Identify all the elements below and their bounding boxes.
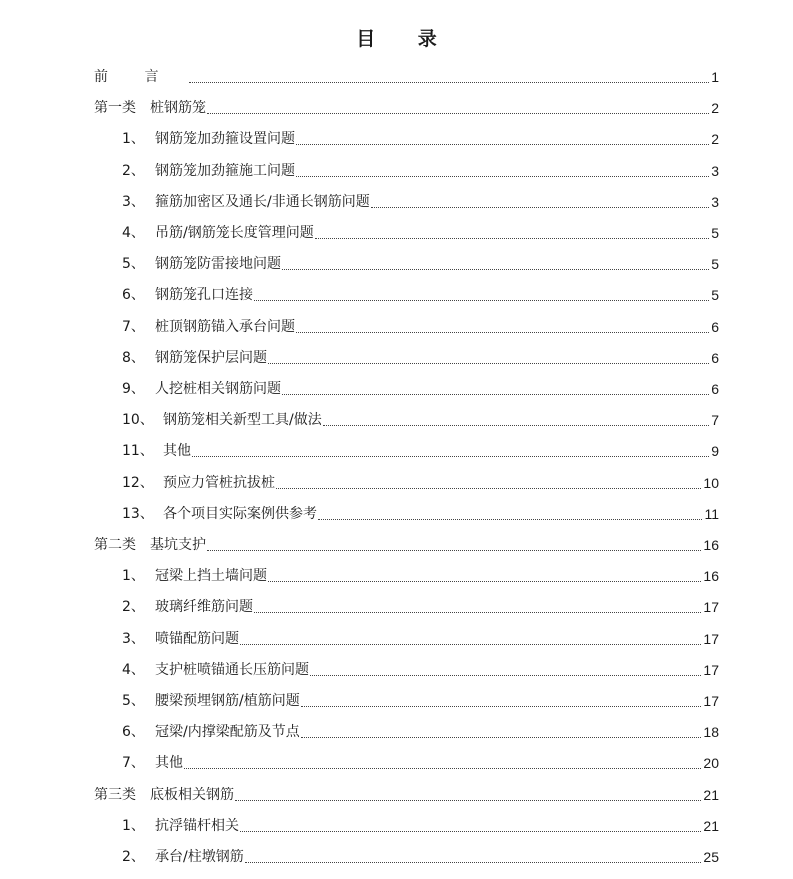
dot-leader — [296, 331, 709, 333]
dot-leader — [276, 487, 701, 489]
toc-item-entry[interactable] — [122, 278, 719, 304]
toc-entry-page-number: 6 — [711, 349, 719, 366]
toc-entry-label: 底板相关钢筋 — [150, 786, 234, 803]
toc-entry-page-number: 1 — [711, 69, 719, 85]
toc-entry-number: 3、 — [122, 193, 145, 210]
toc-entry-label: 钢筋笼相关新型工具/做法 — [163, 412, 322, 429]
toc-entry-page-number: 11 — [704, 505, 719, 522]
dot-leader — [240, 643, 701, 645]
toc-item-entry[interactable] — [122, 372, 719, 398]
dot-leader — [371, 206, 709, 208]
toc-entry-label: 吊筋/钢筋笼长度管理问题 — [155, 225, 314, 241]
toc-item-entry[interactable] — [122, 434, 719, 460]
toc-entry-number: 12、 — [122, 474, 154, 491]
toc-item-entry[interactable] — [122, 840, 719, 866]
toc-section-entry[interactable] — [94, 91, 719, 117]
toc-entry-page-number: 7 — [711, 412, 719, 429]
toc-entry-number: 第三类 — [94, 786, 136, 803]
toc-entry-page-number: 16 — [703, 537, 719, 553]
toc-entry-page-number: 5 — [711, 287, 719, 304]
dot-leader — [282, 393, 709, 395]
toc-entry-label: 人挖桩相关钢筋问题 — [155, 381, 281, 397]
toc-item-entry[interactable] — [122, 497, 719, 523]
toc-item-entry[interactable] — [122, 746, 719, 772]
toc-entry-page-number: 21 — [703, 786, 719, 803]
toc-entry-label: 各个项目实际案例供参考 — [163, 505, 317, 522]
toc-entry-page-number: 10 — [703, 474, 719, 491]
toc-section-entry[interactable] — [94, 528, 719, 554]
toc-item-entry[interactable] — [122, 559, 719, 585]
toc-entry-label: 其他 — [163, 443, 191, 460]
toc-entry-number: 4、 — [122, 225, 145, 241]
dot-leader — [207, 549, 701, 551]
toc-entry-number: 第一类 — [94, 100, 136, 117]
toc-item-entry[interactable] — [122, 466, 719, 492]
toc-entry-page-number: 9 — [711, 443, 719, 460]
toc-entry-label: 钢筋笼加劲箍施工问题 — [155, 162, 295, 179]
toc-entry-number: 2、 — [122, 599, 145, 616]
dot-leader — [207, 112, 709, 114]
toc-entry-label: 钢筋笼加劲箍设置问题 — [155, 131, 295, 148]
toc-entry-number: 1、 — [122, 131, 145, 148]
toc-entry-number: 前 言 — [94, 69, 175, 85]
toc-entry-page-number: 17 — [703, 693, 719, 709]
toc-item-entry[interactable] — [122, 653, 719, 679]
toc-item-entry[interactable] — [122, 715, 719, 741]
toc-entry-number: 10、 — [122, 412, 154, 429]
toc-entry-number: 11、 — [122, 443, 154, 460]
toc-item-entry[interactable] — [122, 154, 719, 180]
toc-entry-label: 钢筋笼防雷接地问题 — [155, 256, 281, 273]
toc-entry-page-number: 3 — [711, 193, 719, 210]
toc-section-entry[interactable] — [94, 778, 719, 804]
toc-entry-number: 6、 — [122, 287, 145, 304]
toc-entry-page-number: 6 — [711, 381, 719, 397]
toc-entry-label: 箍筋加密区及通长/非通长钢筋问题 — [155, 193, 370, 210]
dot-leader — [282, 268, 709, 270]
dot-leader — [184, 767, 701, 769]
toc-entry-number: 第二类 — [94, 537, 136, 553]
toc-entry-number: 1、 — [122, 817, 145, 834]
toc-entry-page-number: 5 — [711, 225, 719, 241]
toc-entry-page-number: 3 — [711, 162, 719, 179]
toc-entry-number: 1、 — [122, 568, 145, 585]
toc-item-entry[interactable] — [122, 216, 719, 242]
dot-leader — [323, 424, 709, 426]
toc-entry-page-number: 17 — [703, 630, 719, 647]
toc-item-entry[interactable] — [122, 185, 719, 211]
dot-leader — [301, 705, 702, 707]
toc-entry-number: 7、 — [122, 755, 145, 772]
toc-entry-label: 桩钢筋笼 — [150, 100, 206, 117]
toc-entry-page-number: 2 — [711, 100, 719, 117]
toc-entry-number: 4、 — [122, 661, 145, 678]
toc-entry-number: 13、 — [122, 505, 154, 522]
toc-item-entry[interactable] — [122, 247, 719, 273]
toc-entry-page-number: 18 — [703, 724, 719, 741]
toc-item-entry[interactable] — [122, 684, 719, 710]
toc-section-entry[interactable] — [94, 60, 719, 86]
toc-entry-label: 抗浮锚杆相关 — [155, 817, 239, 834]
dot-leader — [301, 736, 702, 738]
toc-entry-page-number: 2 — [711, 131, 719, 148]
dot-leader — [315, 237, 709, 239]
toc-entry-page-number: 6 — [711, 318, 719, 335]
toc-entry-label: 玻璃纤维筋问题 — [155, 599, 253, 616]
toc-entry-label: 其他 — [155, 755, 183, 772]
toc-entry-page-number: 25 — [703, 849, 719, 865]
toc-entry-number: 3、 — [122, 630, 145, 647]
toc-entry-page-number: 16 — [703, 568, 719, 585]
dot-leader — [240, 830, 701, 832]
toc-entry-number: 5、 — [122, 693, 145, 709]
toc-entry-number: 2、 — [122, 162, 145, 179]
toc-entry-label: 预应力管桩抗拔桩 — [163, 474, 275, 491]
toc-entry-number: 6、 — [122, 724, 145, 741]
dot-leader — [310, 674, 701, 676]
toc-item-entry[interactable] — [122, 809, 719, 835]
dot-leader — [296, 143, 709, 145]
toc-item-entry[interactable] — [122, 341, 719, 367]
dot-leader — [235, 799, 701, 801]
toc-entry-label: 钢筋笼保护层问题 — [155, 349, 267, 366]
toc-entry-page-number: 21 — [703, 817, 719, 834]
toc-entry-page-number: 20 — [703, 755, 719, 772]
toc-item-entry[interactable] — [122, 122, 719, 148]
dot-leader — [254, 611, 701, 613]
toc-item-entry[interactable] — [122, 403, 719, 429]
toc-entry-label: 喷锚配筋问题 — [155, 630, 239, 647]
dot-leader — [192, 455, 709, 457]
toc-item-entry[interactable] — [122, 310, 719, 336]
toc-item-entry[interactable] — [122, 590, 719, 616]
toc-entry-label: 冠梁上挡土墙问题 — [155, 568, 267, 585]
toc-entry-label: 冠梁/内撑梁配筋及节点 — [155, 724, 300, 741]
toc-entry-label: 腰梁预埋钢筋/植筋问题 — [155, 693, 300, 709]
toc-entry-number: 5、 — [122, 256, 145, 273]
toc-entry-page-number: 17 — [703, 661, 719, 678]
dot-leader — [189, 81, 709, 83]
toc-entry-label: 桩顶钢筋锚入承台问题 — [155, 318, 295, 335]
dot-leader — [318, 518, 702, 520]
dot-leader — [296, 175, 709, 177]
toc-entry-page-number: 5 — [711, 256, 719, 273]
toc-entry-label: 基坑支护 — [150, 537, 206, 553]
dot-leader — [245, 861, 702, 863]
toc-entry-number: 8、 — [122, 349, 145, 366]
toc-item-entry[interactable] — [122, 622, 719, 648]
dot-leader — [268, 580, 701, 582]
toc-entry-label: 钢筋笼孔口连接 — [155, 287, 253, 304]
toc-entry-number: 9、 — [122, 381, 145, 397]
toc-entry-label: 承台/柱墩钢筋 — [155, 849, 244, 865]
toc-entry-number: 7、 — [122, 318, 145, 335]
dot-leader — [268, 362, 709, 364]
dot-leader — [254, 299, 709, 301]
document-title: 目 录 — [356, 28, 455, 50]
toc-entry-label: 支护桩喷锚通长压筋问题 — [155, 661, 309, 678]
toc-entry-page-number: 17 — [703, 599, 719, 616]
toc-entry-number: 2、 — [122, 849, 145, 865]
